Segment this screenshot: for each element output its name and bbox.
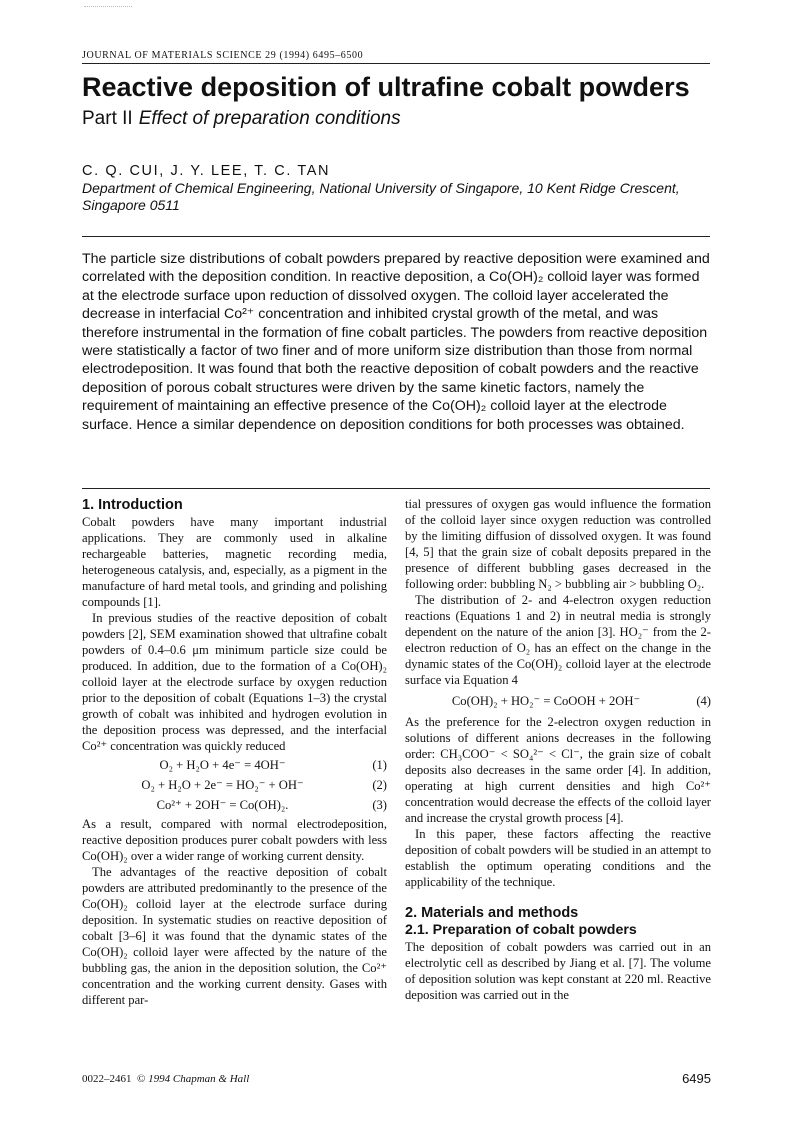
abstract-rule-bottom — [82, 488, 710, 489]
section-heading-methods: 2. Materials and methods — [405, 905, 579, 921]
subtitle-title: Effect of preparation conditions — [138, 108, 401, 129]
right-paragraph-1: tial pressures of oxygen gas would influence the formation of the colloid layer since oxygen reduction was controlled by the limiting diffusion of dissolved oxygen. It was found [4, 5] that the grain size of cobalt deposits prepared in the presence of different bubbling gases decreased in the following order: bubbling N₂ > bubbling air > bubbling O₂. — [405, 497, 711, 591]
equation-1-number: (1) — [372, 758, 387, 772]
intro-paragraph-1: Cobalt powders have many important industrial applications. They are commonly used in alkaline rechargeable batteries, magnetic recording media, heterogeneous catalysis, and, especially, as a pigment in the manufacture of hard metal tools, and grinding and polishing compounds [1]. — [82, 515, 387, 609]
equation-2-number: (2) — [372, 778, 387, 792]
equation-3-number: (3) — [372, 798, 387, 812]
right-column — [405, 496, 711, 1003]
footer-citation — [82, 1073, 249, 1085]
equation-3-expression: Co²⁺ + 2OH⁻ = Co(OH)₂. — [156, 798, 289, 812]
equation-2 — [82, 776, 387, 794]
subtitle-part: Part II — [82, 108, 133, 129]
equation-4 — [405, 692, 711, 710]
equation-3 — [82, 796, 387, 814]
affiliation: Department of Chemical Engineering, National University of Singapore, 10 Kent Ridge Crescent, Singapore 0511 — [82, 180, 680, 213]
right-paragraph-4: In this paper, these factors affecting the reactive deposition of cobalt powders will be studied in an attempt to establish the optimum operating conditions and the applicability of the technique. — [405, 827, 711, 889]
page-number: 6495 — [682, 1071, 711, 1086]
equation-4-number: (4) — [696, 694, 711, 708]
methods-paragraph-1: The deposition of cobalt powders was carried out in an electrolytic cell as described by Jiang et al. [7]. The volume of deposition solution was kept constant at 220 ml. Reactive deposition was carried out in the — [405, 940, 711, 1002]
equation-1-expression: O₂ + H₂O + 4e⁻ = 4OH⁻ — [159, 758, 286, 772]
left-column — [82, 496, 387, 1008]
copyright-symbol: © — [137, 1073, 146, 1085]
scan-artifact — [84, 6, 132, 7]
abstract: The particle size distributions of cobalt powders prepared by reactive deposition were examined and correlated with the deposition condition. In reactive deposition, a Co(OH)₂ colloid layer was formed at the electrode surface upon reduction of dissolved oxygen. The colloid layer accelerated the decrease in interfacial Co²⁺ concentration and inhibited crystal growth of the metal, and was therefore instrumental in the formation of fine cobalt particles. The powders from reactive deposition were statistically a factor of two finer and of more uniform size distribution than those from normal electrodeposition. It was found that both the reactive deposition of cobalt powders and the reactive deposition of porous cobalt structures were driven by the same kinetic factors, namely the requirement of maintaining an effective presence of the Co(OH)₂ colloid layer at the electrode surface. Hence a similar dependence on deposition conditions for both processes was obtained. — [82, 251, 710, 433]
footer-issn: 0022–2461 — [82, 1073, 132, 1085]
section-heading-introduction: 1. Introduction — [82, 497, 183, 513]
subsection-heading-preparation: 2.1. Preparation of cobalt powders — [405, 922, 637, 938]
right-paragraph-2: The distribution of 2- and 4-electron oxygen reduction reactions (Equations 1 and 2) in neutral media is strongly dependent on the nature of the anion [3]. HO₂⁻ from the 2-electron reduction of O₂ has an effect on the change in the dynamic states of the Co(OH)₂ colloid layer at the electrode surface via Equation 4 — [405, 593, 711, 687]
intro-paragraph-3: As a result, compared with normal electrodeposition, reactive deposition produces purer cobalt powders with less Co(OH)₂ over a wider range of working current density. — [82, 817, 387, 863]
abstract-rule-top — [82, 236, 710, 237]
authors: C. Q. CUI, J. Y. LEE, T. C. TAN — [82, 163, 331, 179]
header-rule — [82, 63, 710, 64]
equation-4-expression: Co(OH)₂ + HO₂⁻ = CoOOH + 2OH⁻ — [451, 694, 641, 708]
paper-subtitle — [82, 107, 401, 131]
footer-publisher: 1994 Chapman & Hall — [148, 1073, 250, 1085]
right-paragraph-3: As the preference for the 2-electron oxygen reduction in solutions of different anions decreases in the following order: CH₃COO⁻ < SO₄²⁻ < Cl⁻, the grain size of cobalt deposits also decreases in the same order [4]. In addition, operating at high current densities and high Co²⁺ concentration would decrease the effects of the colloid layer and increase the crystal growth process [4]. — [405, 715, 711, 825]
intro-paragraph-4: The advantages of the reactive deposition of cobalt powders are attributed predominantly to the presence of the Co(OH)₂ colloid layer at the electrode surface during deposition. In systematic studies on reactive deposition of cobalt [3–6] it was found that the dynamic states of the Co(OH)₂ colloid layer were affected by the nature of the bubbling gas, the anion in the deposition solution, the Co²⁺ concentration and the working current density. Gases with different par- — [82, 865, 387, 1007]
journal-header: JOURNAL OF MATERIALS SCIENCE 29 (1994) 6495–6500 — [82, 50, 364, 61]
intro-paragraph-2: In previous studies of the reactive deposition of cobalt powders [2], SEM examination showed that ultrafine cobalt powders of 0.4–0.6 μm minimum particle size could be produced. In addition, due to the formation of a Co(OH)₂ colloid layer at the electrode surface by oxygen reduction prior to the deposition of cobalt (Equations 1–3) the crystal growth of cobalt was inhibited and hydrogen evolution in the deposition process was depressed, and the interfacial Co²⁺ concentration was quickly reduced — [82, 611, 387, 753]
section-spacer — [405, 890, 711, 904]
equation-1 — [82, 756, 387, 774]
paper-title: Reactive deposition of ultrafine cobalt powders — [82, 72, 690, 102]
equation-2-expression: O₂ + H₂O + 2e⁻ = HO₂⁻ + OH⁻ — [141, 778, 304, 792]
